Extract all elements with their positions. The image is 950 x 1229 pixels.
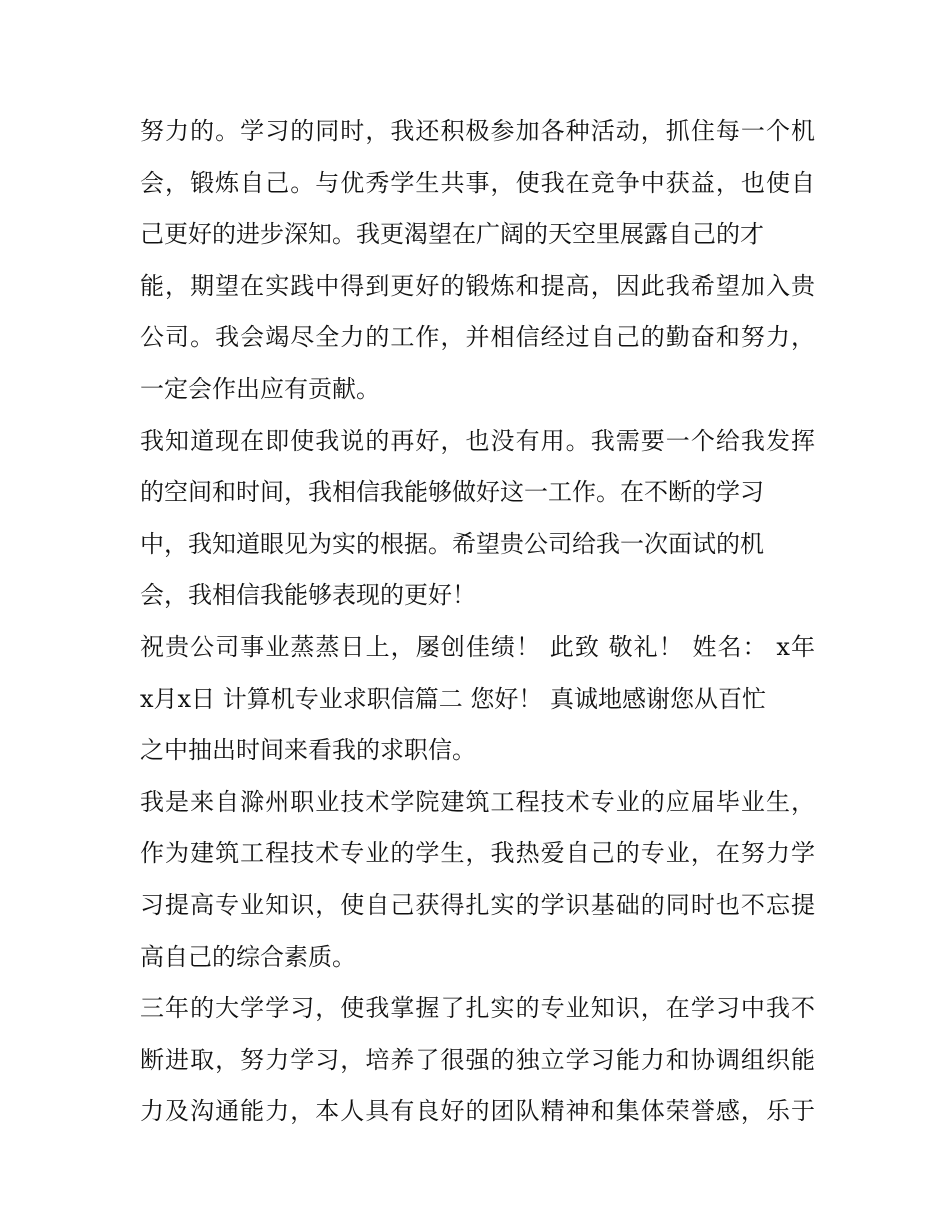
text-line: 的空间和时间，我相信我能够做好这一工作。在不断的学习 [140, 478, 764, 507]
text-line: 一定会作出应有贡献。 [140, 374, 380, 403]
text-line: 作为建筑工程技术专业的学生，我热爱自己的专业，在努力学 [140, 839, 815, 868]
text-line: 三年的大学学习，使我掌握了扎实的专业知识，在学习中我不 [140, 994, 815, 1023]
text-line: 能，期望在实践中得到更好的锻炼和提高，因此我希望加入贵 [140, 271, 815, 300]
text-line: 力及沟通能力，本人具有良好的团队精神和集体荣誉感，乐于 [140, 1097, 815, 1126]
text-line: 之中抽出时间来看我的求职信。 [140, 736, 476, 765]
text-line: 己更好的进步深知。我更渴望在广阔的天空里展露自己的才 [140, 220, 764, 249]
letter-body [140, 106, 815, 1138]
text-line: 断进取，努力学习，培养了很强的独立学习能力和协调组织能 [140, 1045, 815, 1074]
paragraph-1 [140, 106, 815, 416]
text-line: 高自己的综合素质。 [140, 942, 356, 971]
text-line: 会，我相信我能够表现的更好！ [140, 581, 476, 610]
text-line: 我是来自滁州职业技术学院建筑工程技术专业的应届毕业生， [140, 787, 815, 816]
text-line: 中，我知道眼见为实的根据。希望贵公司给我一次面试的机 [140, 529, 764, 558]
text-line: 公司。我会竭尽全力的工作，并相信经过自己的勤奋和努力， [140, 323, 815, 352]
text-line: 我知道现在即使我说的再好，也没有用。我需要一个给我发挥 [140, 426, 815, 455]
text-line: 习提高专业知识，使自己获得扎实的学识基础的同时也不忘提 [140, 890, 815, 919]
text-line: 祝贵公司事业蒸蒸日上，屡创佳绩！ 此致 敬礼！ 姓名： x年 [140, 632, 815, 661]
text-line: 会，锻炼自己。与优秀学生共事，使我在竞争中获益，也使自 [140, 168, 815, 197]
paragraph-4 [140, 777, 815, 983]
text-line: x月x日 计算机专业求职信篇二 您好！ 真诚地感谢您从百忙 [140, 684, 766, 713]
paragraph-5 [140, 983, 815, 1138]
paragraph-2 [140, 416, 815, 622]
paragraph-3 [140, 622, 815, 777]
text-line: 努力的。学习的同时，我还积极参加各种活动，抓住每一个机 [140, 117, 815, 145]
